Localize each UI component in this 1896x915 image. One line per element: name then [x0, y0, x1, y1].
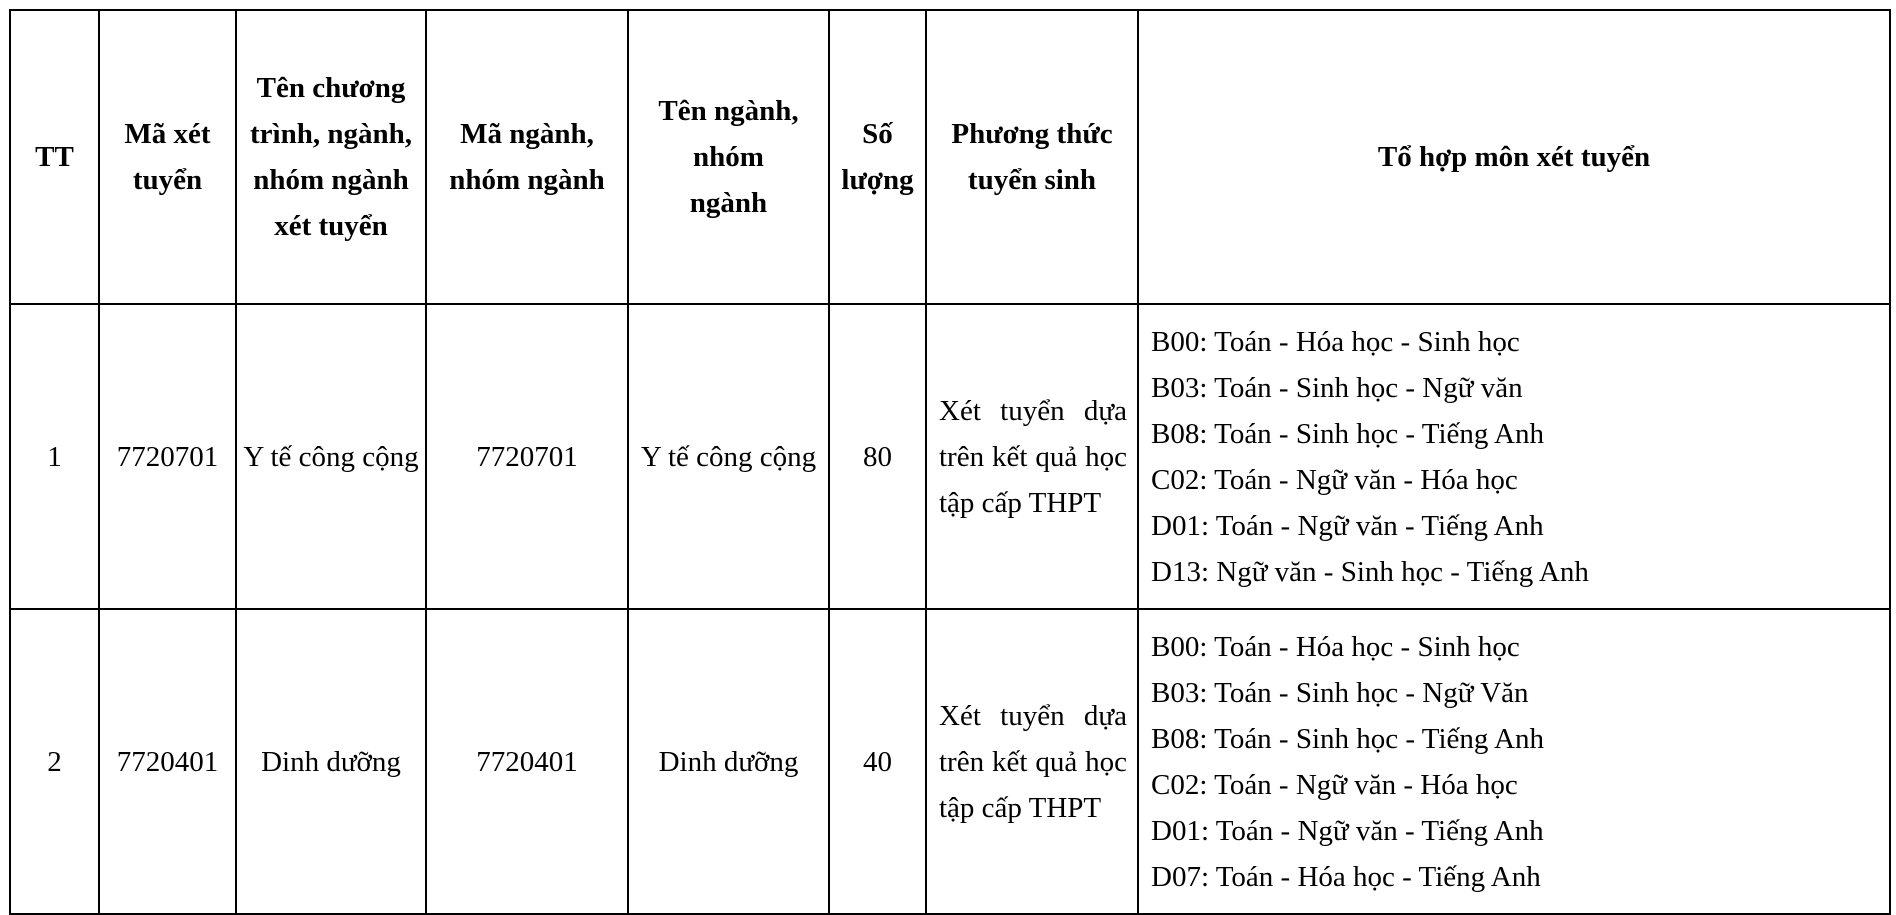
subject-combination: B00: Toán - Hóa học - Sinh học [1151, 325, 1520, 358]
header-to-hop: Tổ hợp môn xét tuyển [1138, 10, 1890, 304]
header-ma-xet-tuyen: Mã xét tuyển [99, 10, 236, 304]
table-row [10, 304, 1890, 609]
subject-combination: D07: Toán - Hóa học - Tiếng Anh [1151, 860, 1541, 893]
cell-ma-xet-tuyen: 7720401 [99, 609, 236, 914]
cell-tt: 1 [10, 304, 99, 609]
header-tt: TT [10, 10, 99, 304]
cell-so-luong: 40 [829, 609, 926, 914]
cell-ma-nganh: 7720401 [426, 609, 628, 914]
subject-combination: C02: Toán - Ngữ văn - Hóa học [1151, 768, 1518, 801]
subject-combination: B08: Toán - Sinh học - Tiếng Anh [1151, 417, 1545, 450]
admission-table [9, 9, 1891, 915]
cell-phuong-thuc: Xét tuyển dựa trên kết quả học tập cấp THPT [926, 609, 1138, 914]
cell-phuong-thuc: Xét tuyển dựa trên kết quả học tập cấp THPT [926, 304, 1138, 609]
cell-ten-nganh: Y tế công cộng [628, 304, 829, 609]
subject-combination: B00: Toán - Hóa học - Sinh học [1151, 630, 1520, 663]
cell-ma-xet-tuyen: 7720701 [99, 304, 236, 609]
header-ten-nganh: Tên ngành, nhóm ngành [628, 10, 829, 304]
table-body [10, 304, 1890, 914]
subject-combination: B03: Toán - Sinh học - Ngữ văn [1151, 371, 1523, 404]
subject-combination: B08: Toán - Sinh học - Tiếng Anh [1151, 722, 1545, 755]
header-phuong-thuc: Phương thức tuyển sinh [926, 10, 1138, 304]
cell-so-luong: 80 [829, 304, 926, 609]
cell-to-hop [1138, 304, 1890, 609]
header-row [10, 10, 1890, 304]
subject-combination: B03: Toán - Sinh học - Ngữ Văn [1151, 676, 1529, 709]
header-so-luong: Số lượng [829, 10, 926, 304]
cell-ten-nganh: Dinh dưỡng [628, 609, 829, 914]
cell-to-hop [1138, 609, 1890, 914]
subject-combination: D13: Ngữ văn - Sinh học - Tiếng Anh [1151, 555, 1589, 588]
table-row [10, 609, 1890, 914]
header-ma-nganh: Mã ngành, nhóm ngành [426, 10, 628, 304]
cell-ten-chuong-trinh: Y tế công cộng [236, 304, 426, 609]
header-ten-chuong-trinh: Tên chương trình, ngành, nhóm ngành xét tuyển [236, 10, 426, 304]
subject-combination: C02: Toán - Ngữ văn - Hóa học [1151, 463, 1518, 496]
cell-tt: 2 [10, 609, 99, 914]
subject-combination: D01: Toán - Ngữ văn - Tiếng Anh [1151, 509, 1544, 542]
subject-combination: D01: Toán - Ngữ văn - Tiếng Anh [1151, 814, 1544, 847]
cell-ma-nganh: 7720701 [426, 304, 628, 609]
cell-ten-chuong-trinh: Dinh dưỡng [236, 609, 426, 914]
